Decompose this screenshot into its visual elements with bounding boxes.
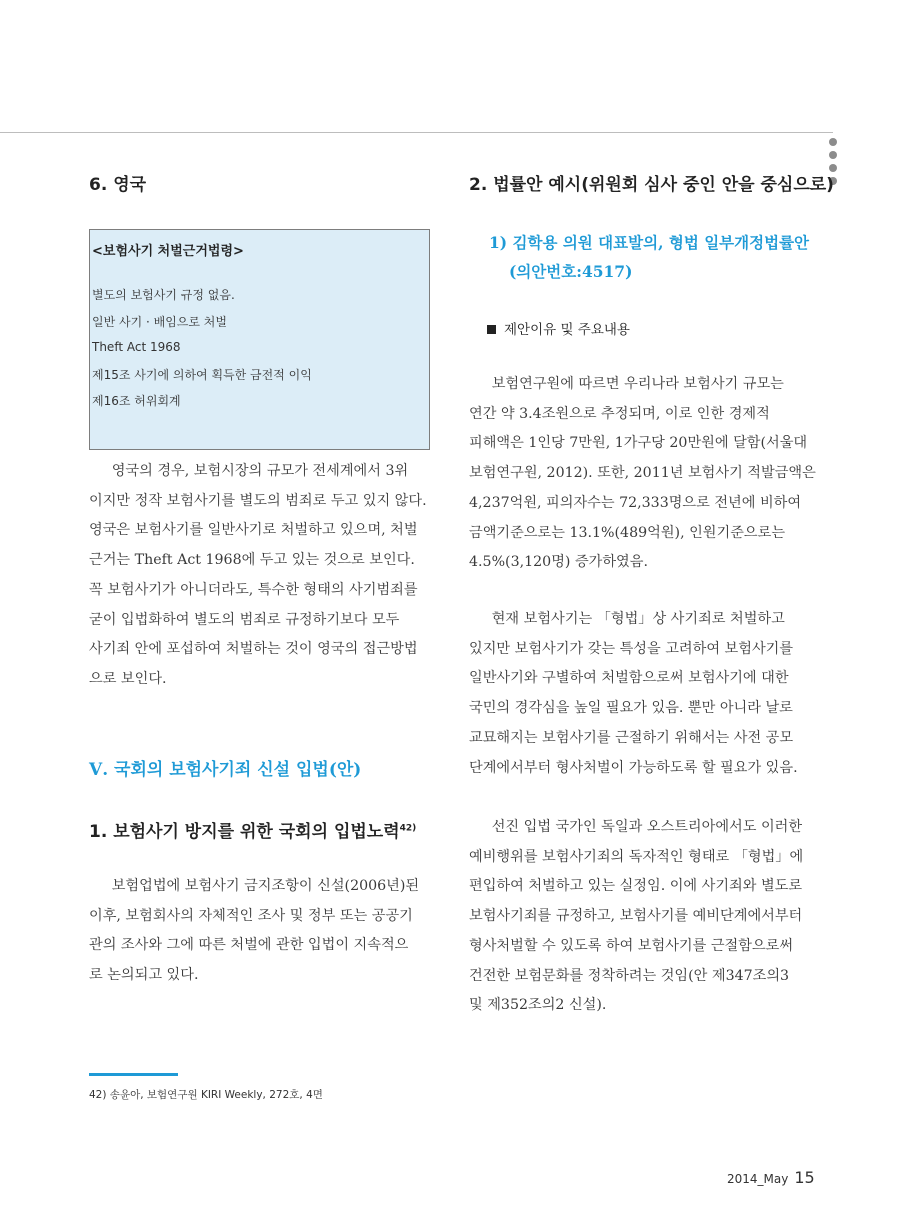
text-line: 단계에서부터 형사처벌이 가능하도록 할 필요가 있음. [469,759,798,776]
text-line: 로 논의되고 있다. [89,967,199,984]
bill-number: (의안번호:4517) [509,262,633,281]
chapter-title: Ⅴ. 국회의 보험사기죄 신설 입법(안) [89,760,362,780]
text-line: 보험사기죄를 규정하고, 보험사기를 예비단계에서부터 [469,908,803,925]
text-line: 굳이 입법화하여 별도의 범죄로 규정하기보다 모두 [89,611,400,628]
text-line: 근거는 Theft Act 1968에 두고 있는 것으로 보인다. [89,552,415,569]
text-line: 꼭 보험사기가 아니더라도, 특수한 형태의 사기범죄를 [89,581,418,598]
box-line: Theft Act 1968 [92,340,181,354]
box-title: <보험사기 처벌근거법령> [92,244,244,259]
issue-label: 2014_May [727,1172,789,1186]
box-line: 제16조 허위회계 [92,394,181,408]
legal-basis-box [89,229,430,450]
text-line: 금액기준으로는 13.1%(489억원), 인원기준으로는 [469,524,786,541]
section-1-text: 1. 보험사기 방지를 위한 국회의 입법노력 [89,822,400,842]
bill-subtitle [489,228,819,286]
text-line: 보험연구원, 2012). 또한, 2011년 보험사기 적발금액은 [469,465,816,482]
footnote-text: 42) 송윤아, 보험연구원 KIRI Weekly, 272호, 4면 [89,1089,323,1101]
text-line: 형사처벌할 수 있도록 하여 보험사기를 근절함으로써 [469,937,794,954]
top-rule [0,132,833,133]
text-line: 국민의 경각심을 높일 필요가 있음. 뿐만 아니라 날로 [469,700,793,717]
box-line: 제15조 사기에 의하여 획득한 금전적 이익 [92,368,312,382]
text-line: 일반사기와 구별하여 처벌함으로써 보험사기에 대한 [469,670,789,687]
footnote-ref: 42) [399,823,417,834]
text-line: 있지만 보험사기가 갖는 특성을 고려하여 보험사기를 [469,640,794,657]
text-line: 예비행위를 보험사기죄의 독자적인 형태로 「형법」에 [469,848,804,865]
section-6-title: 6. 영국 [89,175,147,195]
fraud-scale-paragraph [469,370,816,578]
page-number: 15 [794,1168,815,1187]
text-line: 연간 약 3.4조원으로 추정되며, 이로 인한 경제적 [469,405,770,422]
text-line: 영국은 보험사기를 일반사기로 처벌하고 있으며, 처벌 [89,522,418,539]
legislation-paragraph [89,872,432,991]
section-1-title [89,817,416,842]
uk-paragraph [89,457,432,695]
text-line: 교묘해지는 보험사기를 근절하기 위해서는 사전 공모 [469,729,794,746]
text-line: 선진 입법 국가인 독일과 오스트리아에서도 이러한 [491,819,803,835]
footnote-rule [89,1073,178,1076]
section-2-title: 2. 법률안 예시(위원회 심사 중인 안을 중심으로) [469,175,834,195]
text-line: 4.5%(3,120명) 증가하였음. [469,554,648,571]
page-footer [727,1168,815,1187]
dot-icon [829,151,837,159]
text-line: 및 제352조의2 신설). [469,997,607,1014]
box-line: 별도의 보험사기 규정 없음. [92,288,235,302]
dot-icon [829,138,837,146]
text-line: 이지만 정작 보험사기를 별도의 범죄로 두고 있지 않다. [89,492,427,509]
text-line: 피해액은 1인당 7만원, 1가구당 20만원에 달함(서울대 [469,435,808,452]
bullet-heading-text: 제안이유 및 주요내용 [504,322,630,338]
text-line: 편입하여 처벌하고 있는 실정임. 이에 사기죄와 별도로 [469,878,803,895]
text-line: 으로 보인다. [89,670,167,687]
bullet-heading [487,318,630,338]
text-line: 영국의 경우, 보험시장의 규모가 전세계에서 3위 [111,463,409,479]
text-line: 4,237억원, 피의자수는 72,333명으로 전년에 비하여 [469,494,802,511]
text-line: 사기죄 안에 포섭하여 처벌하는 것이 영국의 접근방법 [89,641,418,658]
bill-subtitle-line: 1) 김학용 의원 대표발의, 형법 일부개정법률안 [489,233,810,252]
text-line: 보험업법에 보험사기 금지조항이 신설(2006년)된 [111,878,420,894]
box-line: 일반 사기 · 배임으로 처벌 [92,315,227,329]
foreign-law-paragraph [469,813,816,1021]
text-line: 건전한 보험문화를 정착하려는 것임(안 제347조의3 [469,967,790,984]
text-line: 이후, 보험회사의 자체적인 조사 및 정부 또는 공공기 [89,907,413,924]
text-line: 보험연구원에 따르면 우리나라 보험사기 규모는 [491,376,784,392]
text-line: 관의 조사와 그에 따른 처벌에 관한 입법이 지속적으 [89,937,409,954]
text-line: 현재 보험사기는 「형법」상 사기죄로 처벌하고 [491,611,785,627]
current-law-paragraph [469,605,816,783]
square-bullet-icon [487,325,496,334]
